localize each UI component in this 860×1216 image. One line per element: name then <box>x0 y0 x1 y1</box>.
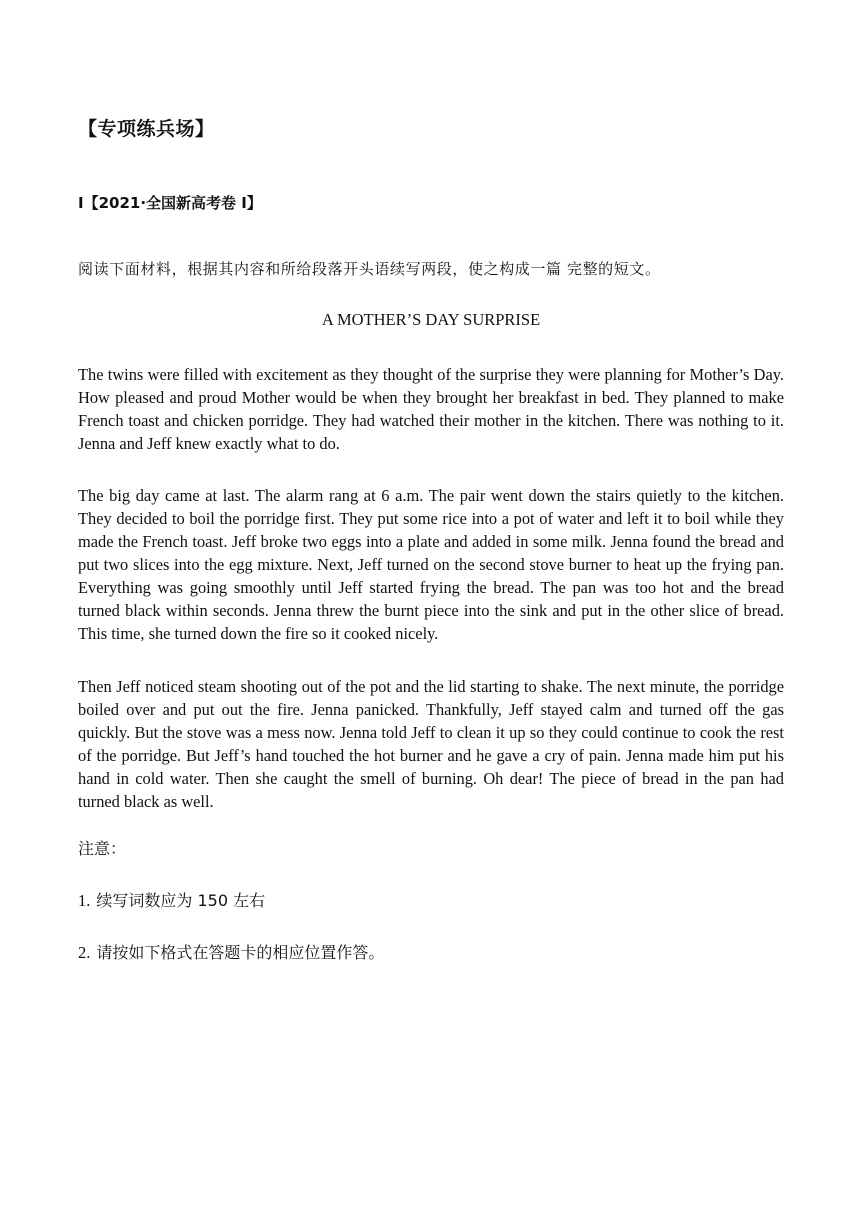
story-paragraph-1: The twins were filled with excitement as they thought of the surprise they were planning for Mother’s Day. How pleased and proud Mother would be when they brought her breakfast in bed. They planned to make French toast and chicken porridge. They had watched their mother in the kitchen. There was nothing to it. Jenna and Jeff knew exactly what to do. <box>78 365 784 453</box>
note-item-1 <box>78 888 265 911</box>
story-paragraph-3: Then Jeff noticed steam shooting out of the pot and the lid starting to shake. The next minute, the porridge boiled over and put out the fire. Jenna panicked. Thankfully, Jeff stayed calm and turned off the gas quickly. But the stove was a mess now. Jenna told Jeff to clean it up so they could continue to cook the rest of the porridge. But Jeff’s hand touched the hot burner and he gave a cry of pain. Jenna made him put his hand in cold water. Then she caught the smell of burning. Oh dear! The piece of bread in the pan had turned black as well. <box>78 677 784 811</box>
note-item-2 <box>78 940 384 963</box>
note-item-number: 2. <box>78 943 91 962</box>
story-paragraph-2: The big day came at last. The alarm rang at 6 a.m. The pair went down the stairs quietly to the kitchen. They decided to boil the porridge first. They put some rice into a pot of water and left it to boil while they made the French toast. Jeff broke two eggs into a plate and added in some milk. Jenna found the bread and put two slices into the egg mixture. Next, Jeff turned on the second stove burner to heat up the frying pan. Everything was going smoothly until Jeff started frying the bread. The pan was too hot and the bread turned black within seconds. Jenna threw the burnt piece into the sink and put in the other slice of bread. This time, she turned down the fire so it cooked nicely. <box>78 486 784 643</box>
story-title: A MOTHER’S DAY SURPRISE <box>321 310 541 329</box>
note-item-number: 1. <box>78 891 91 910</box>
exam-source-tag: I【2021·全国新高考卷 I】 <box>78 194 262 212</box>
notes-label: 注意： <box>78 839 127 858</box>
note-item-text: 续写词数应为 150 左右 <box>96 891 266 910</box>
task-instruction: 阅读下面材料，根据其内容和所给段落开头语续写两段，使之构成一篇 完整的短文。 <box>78 260 661 278</box>
section-title: 【专项练兵场】 <box>78 118 215 140</box>
note-item-text: 请按如下格式在答题卡的相应位置作答。 <box>96 943 385 962</box>
